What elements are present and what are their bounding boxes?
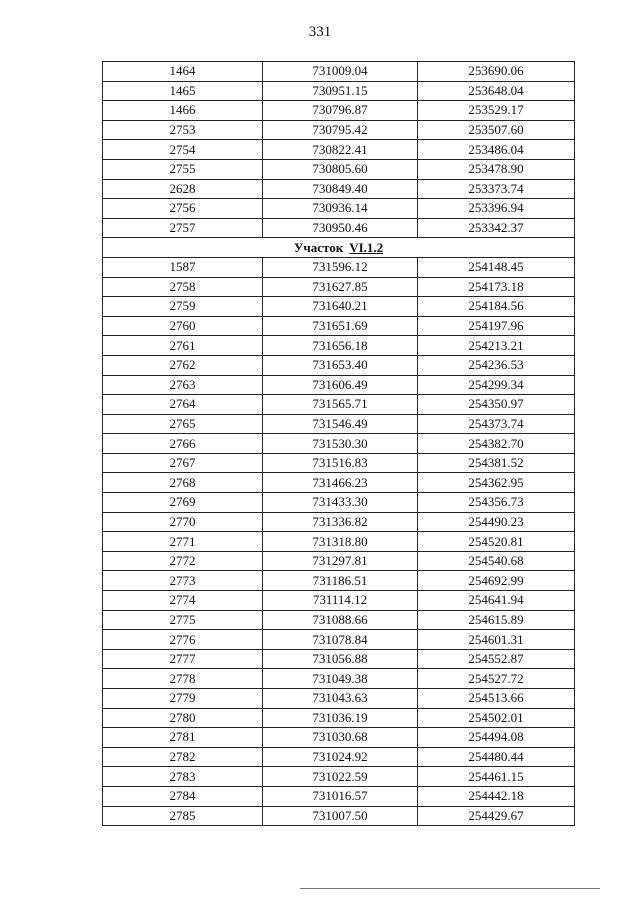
y-coordinate-cell: 254513.66 bbox=[418, 689, 575, 709]
table-row bbox=[103, 806, 575, 826]
x-coordinate-cell: 731596.12 bbox=[263, 257, 418, 277]
table-row bbox=[103, 81, 575, 101]
x-coordinate-cell: 731466.23 bbox=[263, 473, 418, 493]
x-coordinate-cell: 731546.49 bbox=[263, 414, 418, 434]
section-header-row bbox=[103, 238, 575, 258]
y-coordinate-cell: 254373.74 bbox=[418, 414, 575, 434]
point-number-cell: 2767 bbox=[103, 453, 263, 473]
x-coordinate-cell: 731022.59 bbox=[263, 767, 418, 787]
point-number-cell: 2784 bbox=[103, 786, 263, 806]
x-coordinate-cell: 731016.57 bbox=[263, 786, 418, 806]
x-coordinate-cell: 731651.69 bbox=[263, 316, 418, 336]
table-row bbox=[103, 669, 575, 689]
section-header bbox=[103, 238, 575, 258]
y-coordinate-cell: 254494.08 bbox=[418, 728, 575, 748]
y-coordinate-cell: 254197.96 bbox=[418, 316, 575, 336]
table-row bbox=[103, 767, 575, 787]
y-coordinate-cell: 253478.90 bbox=[418, 159, 575, 179]
y-coordinate-cell: 254520.81 bbox=[418, 532, 575, 552]
table-row bbox=[103, 257, 575, 277]
y-coordinate-cell: 253529.17 bbox=[418, 101, 575, 121]
table-row bbox=[103, 453, 575, 473]
table-row bbox=[103, 199, 575, 219]
y-coordinate-cell: 254299.34 bbox=[418, 375, 575, 395]
y-coordinate-cell: 254527.72 bbox=[418, 669, 575, 689]
table-row bbox=[103, 179, 575, 199]
y-coordinate-cell: 254502.01 bbox=[418, 708, 575, 728]
table-row bbox=[103, 630, 575, 650]
x-coordinate-cell: 731043.63 bbox=[263, 689, 418, 709]
point-number-cell: 2778 bbox=[103, 669, 263, 689]
point-number-cell: 2780 bbox=[103, 708, 263, 728]
x-coordinate-cell: 730849.40 bbox=[263, 179, 418, 199]
x-coordinate-cell: 730936.14 bbox=[263, 199, 418, 219]
point-number-cell: 2783 bbox=[103, 767, 263, 787]
page-number: 331 bbox=[308, 24, 332, 40]
x-coordinate-cell: 731186.51 bbox=[263, 571, 418, 591]
x-coordinate-cell: 731530.30 bbox=[263, 434, 418, 454]
point-number-cell: 2763 bbox=[103, 375, 263, 395]
x-coordinate-cell: 731009.04 bbox=[263, 62, 418, 82]
table-row bbox=[103, 297, 575, 317]
table-row bbox=[103, 277, 575, 297]
point-number-cell: 2782 bbox=[103, 747, 263, 767]
y-coordinate-cell: 253690.06 bbox=[418, 62, 575, 82]
table-row bbox=[103, 120, 575, 140]
point-number-cell: 2777 bbox=[103, 649, 263, 669]
table-row bbox=[103, 591, 575, 611]
x-coordinate-cell: 731056.88 bbox=[263, 649, 418, 669]
table-row bbox=[103, 532, 575, 552]
table-row bbox=[103, 493, 575, 513]
point-number-cell: 2754 bbox=[103, 140, 263, 160]
point-number-cell: 2768 bbox=[103, 473, 263, 493]
x-coordinate-cell: 731640.21 bbox=[263, 297, 418, 317]
x-coordinate-cell: 731030.68 bbox=[263, 728, 418, 748]
y-coordinate-cell: 254601.31 bbox=[418, 630, 575, 650]
table-row bbox=[103, 140, 575, 160]
point-number-cell: 2779 bbox=[103, 689, 263, 709]
y-coordinate-cell: 254641.94 bbox=[418, 591, 575, 611]
point-number-cell: 2781 bbox=[103, 728, 263, 748]
table-row bbox=[103, 316, 575, 336]
point-number-cell: 2775 bbox=[103, 610, 263, 630]
point-number-cell: 2756 bbox=[103, 199, 263, 219]
table-row bbox=[103, 728, 575, 748]
x-coordinate-cell: 730950.46 bbox=[263, 218, 418, 238]
x-coordinate-cell: 731653.40 bbox=[263, 355, 418, 375]
table-row bbox=[103, 473, 575, 493]
x-coordinate-cell: 731516.83 bbox=[263, 453, 418, 473]
x-coordinate-cell: 731627.85 bbox=[263, 277, 418, 297]
table-row bbox=[103, 395, 575, 415]
x-coordinate-cell: 731565.71 bbox=[263, 395, 418, 415]
point-number-cell: 2769 bbox=[103, 493, 263, 513]
point-number-cell: 2761 bbox=[103, 336, 263, 356]
y-coordinate-cell: 254490.23 bbox=[418, 512, 575, 532]
y-coordinate-cell: 254442.18 bbox=[418, 786, 575, 806]
y-coordinate-cell: 254461.15 bbox=[418, 767, 575, 787]
section-label: Участок bbox=[293, 239, 344, 255]
x-coordinate-cell: 730796.87 bbox=[263, 101, 418, 121]
table-row bbox=[103, 610, 575, 630]
y-coordinate-cell: 254540.68 bbox=[418, 551, 575, 571]
y-coordinate-cell: 254236.53 bbox=[418, 355, 575, 375]
point-number-cell: 2760 bbox=[103, 316, 263, 336]
section-header-body bbox=[103, 238, 575, 258]
y-coordinate-cell: 253373.74 bbox=[418, 179, 575, 199]
point-number-cell: 2774 bbox=[103, 591, 263, 611]
table-row bbox=[103, 375, 575, 395]
x-coordinate-cell: 731433.30 bbox=[263, 493, 418, 513]
y-coordinate-cell: 254382.70 bbox=[418, 434, 575, 454]
point-number-cell: 1464 bbox=[103, 62, 263, 82]
table-row bbox=[103, 786, 575, 806]
x-coordinate-cell: 730822.41 bbox=[263, 140, 418, 160]
table-row bbox=[103, 689, 575, 709]
y-coordinate-cell: 254173.18 bbox=[418, 277, 575, 297]
y-coordinate-cell: 254429.67 bbox=[418, 806, 575, 826]
point-number-cell: 2765 bbox=[103, 414, 263, 434]
x-coordinate-cell: 731036.19 bbox=[263, 708, 418, 728]
point-number-cell: 2628 bbox=[103, 179, 263, 199]
point-number-cell: 1466 bbox=[103, 101, 263, 121]
table-row bbox=[103, 512, 575, 532]
table-row bbox=[103, 101, 575, 121]
point-number-cell: 2785 bbox=[103, 806, 263, 826]
y-coordinate-cell: 254356.73 bbox=[418, 493, 575, 513]
y-coordinate-cell: 254615.89 bbox=[418, 610, 575, 630]
table-row bbox=[103, 434, 575, 454]
point-number-cell: 2773 bbox=[103, 571, 263, 591]
section-code: VI.1.2 bbox=[349, 239, 384, 255]
y-coordinate-cell: 254184.56 bbox=[418, 297, 575, 317]
y-coordinate-cell: 254480.44 bbox=[418, 747, 575, 767]
y-coordinate-cell: 254148.45 bbox=[418, 257, 575, 277]
point-number-cell: 2764 bbox=[103, 395, 263, 415]
x-coordinate-cell: 731297.81 bbox=[263, 551, 418, 571]
x-coordinate-cell: 731606.49 bbox=[263, 375, 418, 395]
x-coordinate-cell: 730805.60 bbox=[263, 159, 418, 179]
x-coordinate-cell: 731049.38 bbox=[263, 669, 418, 689]
point-number-cell: 2772 bbox=[103, 551, 263, 571]
point-number-cell: 2757 bbox=[103, 218, 263, 238]
page-bottom-rule bbox=[300, 888, 600, 889]
y-coordinate-cell: 253507.60 bbox=[418, 120, 575, 140]
x-coordinate-cell: 731336.82 bbox=[263, 512, 418, 532]
y-coordinate-cell: 254552.87 bbox=[418, 649, 575, 669]
y-coordinate-cell: 254213.21 bbox=[418, 336, 575, 356]
table-row bbox=[103, 159, 575, 179]
point-number-cell: 2766 bbox=[103, 434, 263, 454]
point-number-cell: 2762 bbox=[103, 355, 263, 375]
x-coordinate-cell: 731078.84 bbox=[263, 630, 418, 650]
x-coordinate-cell: 731024.92 bbox=[263, 747, 418, 767]
y-coordinate-cell: 253648.04 bbox=[418, 81, 575, 101]
y-coordinate-cell: 253396.94 bbox=[418, 199, 575, 219]
table-row bbox=[103, 571, 575, 591]
point-number-cell: 2776 bbox=[103, 630, 263, 650]
x-coordinate-cell: 730795.42 bbox=[263, 120, 418, 140]
y-coordinate-cell: 253342.37 bbox=[418, 218, 575, 238]
y-coordinate-cell: 253486.04 bbox=[418, 140, 575, 160]
table-row bbox=[103, 355, 575, 375]
x-coordinate-cell: 731088.66 bbox=[263, 610, 418, 630]
x-coordinate-cell: 731007.50 bbox=[263, 806, 418, 826]
table-row bbox=[103, 336, 575, 356]
point-number-cell: 2759 bbox=[103, 297, 263, 317]
point-number-cell: 1465 bbox=[103, 81, 263, 101]
y-coordinate-cell: 254350.97 bbox=[418, 395, 575, 415]
table-row bbox=[103, 218, 575, 238]
point-number-cell: 2755 bbox=[103, 159, 263, 179]
coordinates-table bbox=[102, 61, 575, 826]
point-number-cell: 2771 bbox=[103, 532, 263, 552]
x-coordinate-cell: 730951.15 bbox=[263, 81, 418, 101]
table-row bbox=[103, 649, 575, 669]
point-number-cell: 2770 bbox=[103, 512, 263, 532]
table-row bbox=[103, 414, 575, 434]
table-row bbox=[103, 551, 575, 571]
point-number-cell: 2753 bbox=[103, 120, 263, 140]
x-coordinate-cell: 731656.18 bbox=[263, 336, 418, 356]
table-body-before bbox=[103, 62, 575, 238]
point-number-cell: 2758 bbox=[103, 277, 263, 297]
x-coordinate-cell: 731114.12 bbox=[263, 591, 418, 611]
y-coordinate-cell: 254362.95 bbox=[418, 473, 575, 493]
point-number-cell: 1587 bbox=[103, 257, 263, 277]
y-coordinate-cell: 254381.52 bbox=[418, 453, 575, 473]
table-row bbox=[103, 62, 575, 82]
y-coordinate-cell: 254692.99 bbox=[418, 571, 575, 591]
table-body-after bbox=[103, 257, 575, 825]
table-row bbox=[103, 708, 575, 728]
x-coordinate-cell: 731318.80 bbox=[263, 532, 418, 552]
table-row bbox=[103, 747, 575, 767]
